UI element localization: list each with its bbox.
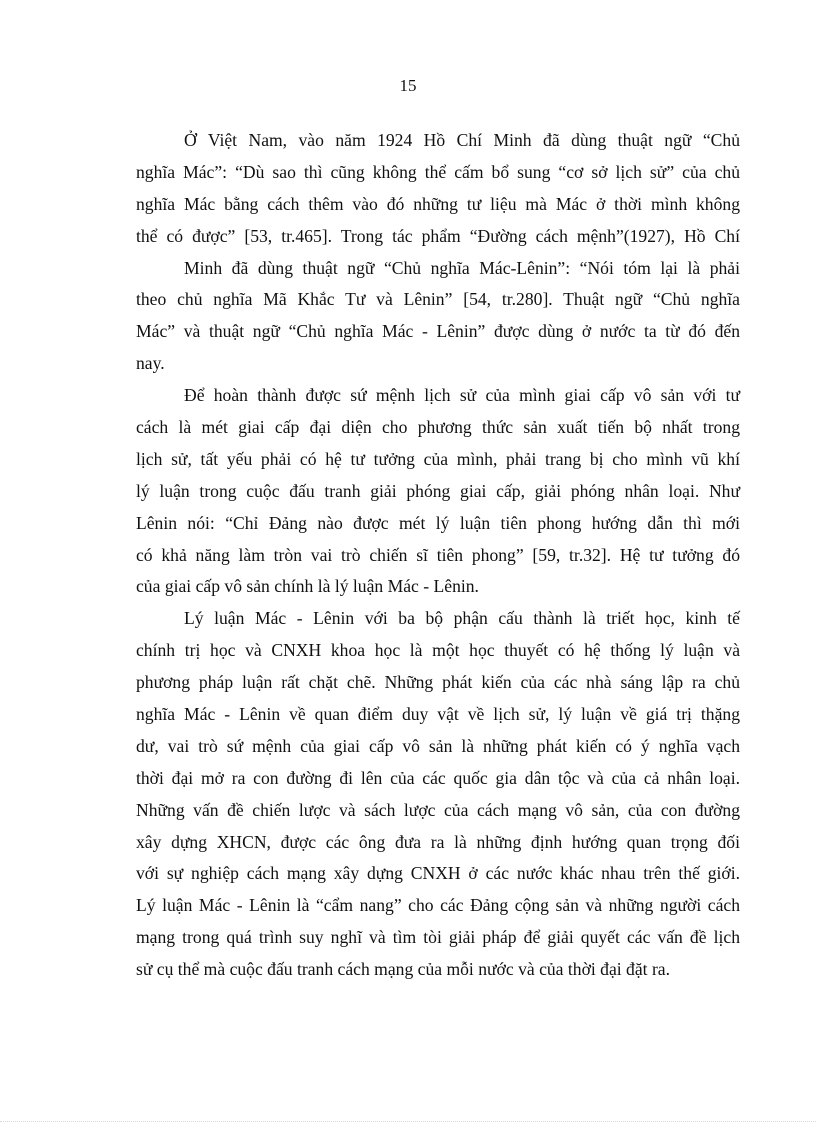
text-line: Để hoàn thành được sứ mệnh lịch sử của mình giai cấp vô sản với tư (184, 385, 740, 406)
text-line: dư, vai trò sứ mệnh của giai cấp vô sản là những phát kiến có ý nghĩa vạch (136, 735, 740, 756)
text-line: nghĩa Mác - Lênin về quan điểm duy vật về lịch sử, lý luận về giá trị thặng (136, 704, 740, 725)
text-line: mạng trong quá trình suy nghĩ và tìm tòi giải pháp để giải quyết các vấn đề lịch (136, 927, 740, 948)
page-bottom-border (0, 1121, 816, 1122)
text-line: của giai cấp vô sản chính là lý luận Mác - Lênin. (136, 576, 479, 597)
text-line: thời đại mở ra con đường đi lên của các quốc gia dân tộc và của cả nhân loại. (136, 767, 740, 788)
text-line: nay. (136, 353, 165, 374)
text-line: nghĩa Mác bằng cách thêm vào đó những tư liệu mà Mác ở thời mình không (136, 193, 740, 214)
text-line: cách là mét giai cấp đại diện cho phương thức sản xuất tiến bộ nhất trong (136, 417, 740, 438)
text-line: lý luận trong cuộc đấu tranh giải phóng giai cấp, giải phóng nhân loại. Như (136, 480, 740, 501)
text-line: có khả năng làm tròn vai trò chiến sĩ tiên phong” [59, tr.32]. Hệ tư tưởng đó (136, 544, 740, 565)
text-line: Mác” và thuật ngữ “Chủ nghĩa Mác - Lênin” được dùng ở nước ta từ đó đến (136, 321, 740, 342)
body-text (136, 125, 740, 986)
text-line: Lý luận Mác - Lênin là “cẩm nang” cho các Đảng cộng sản và những người cách (136, 895, 740, 916)
page-number: 15 (399, 76, 417, 95)
text-line: theo chủ nghĩa Mã Khắc Tư và Lênin” [54, tr.280]. Thuật ngữ “Chủ nghĩa (136, 289, 740, 310)
text-line: Minh đã dùng thuật ngữ “Chủ nghĩa Mác-Lênin”: “Nói tóm lại là phải (184, 257, 740, 278)
text-line: nghĩa Mác”: “Dù sao thì cũng không thể cấm bổ sung “cơ sở lịch sử” của chủ (136, 161, 740, 182)
text-line: thể có được” [53, tr.465]. Trong tác phẩm “Đường cách mệnh”(1927), Hồ Chí (136, 225, 740, 246)
text-line: lịch sử, tất yếu phải có hệ tư tưởng của mình, phải trang bị cho mình vũ khí (136, 448, 740, 469)
text-line: Những vấn đề chiến lược và sách lược của cách mạng vô sản, của con đường (136, 799, 740, 820)
text-line: Lênin nói: “Chỉ Đảng nào được mét lý luận tiên phong hướng dẫn thì mới (136, 512, 740, 533)
text-line: sử cụ thể mà cuộc đấu tranh cách mạng của mỗi nước và của thời đại đặt ra. (136, 959, 671, 980)
text-line: Ở Việt Nam, vào năm 1924 Hồ Chí Minh đã dùng thuật ngữ “Chủ (184, 130, 740, 150)
text-line: chính trị học và CNXH khoa học là một học thuyết có hệ thống lý luận và (136, 640, 740, 661)
text-line: xây dựng XHCN, được các ông đưa ra là những định hướng quan trọng đối (136, 831, 740, 852)
text-line: với sự nghiệp cách mạng xây dựng CNXH ở các nước khác nhau trên thế giới. (136, 863, 740, 884)
text-line: phương pháp luận rất chặt chẽ. Những phát kiến của các nhà sáng lập ra chủ (136, 672, 740, 693)
text-line: Lý luận Mác - Lênin với ba bộ phận cấu thành là triết học, kinh tế (184, 608, 740, 629)
